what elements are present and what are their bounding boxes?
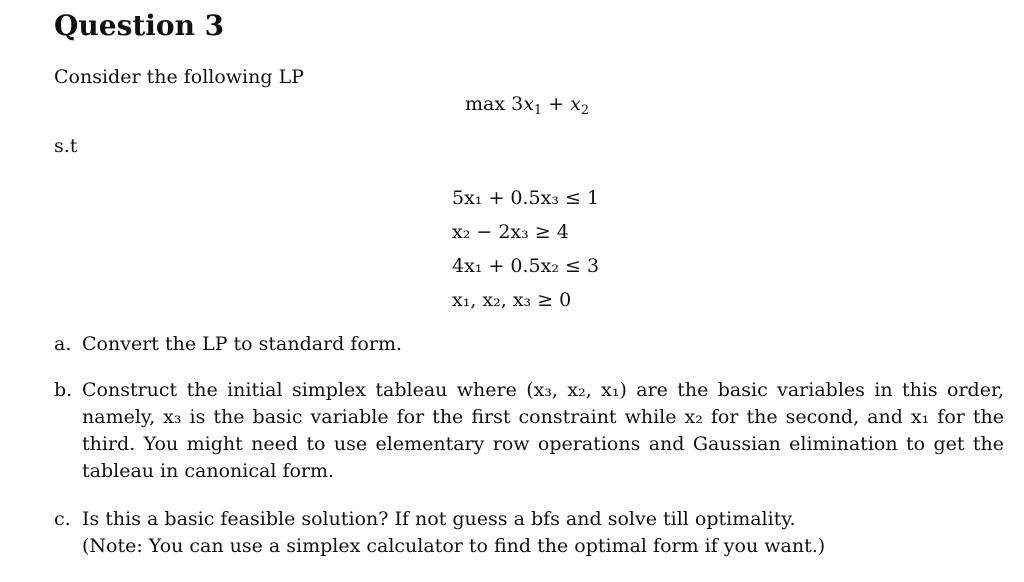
part-c-line2: (Note: You can use a simplex calculator to find the optimal form if you want.) bbox=[82, 535, 826, 557]
constraint-1: 5x₁ + 0.5x₃ ≤ 1 bbox=[452, 187, 600, 209]
part-c bbox=[54, 506, 1004, 560]
constraint-2: x₂ − 2x₃ ≥ 4 bbox=[452, 221, 569, 243]
objective-var1: x bbox=[523, 93, 534, 115]
part-c-marker: c. bbox=[54, 508, 71, 530]
part-a-text: Convert the LP to standard form. bbox=[82, 333, 402, 355]
part-c-content bbox=[82, 506, 1004, 560]
question-title: Question 3 bbox=[54, 9, 225, 42]
constraint-3: 4x₁ + 0.5x₂ ≤ 3 bbox=[452, 255, 600, 277]
part-a-marker: a. bbox=[54, 333, 72, 355]
nonnegativity-constraint: x₁, x₂, x₃ ≥ 0 bbox=[452, 289, 572, 311]
objective-sub1: 1 bbox=[533, 103, 543, 118]
objective-var2: x bbox=[570, 93, 581, 115]
objective-prefix: max 3 bbox=[465, 93, 524, 115]
objective-plus: + bbox=[548, 93, 565, 115]
intro-text: Consider the following LP bbox=[54, 66, 304, 88]
objective-sub2: 2 bbox=[580, 103, 590, 118]
subject-to-label: s.t bbox=[54, 135, 78, 157]
part-b bbox=[54, 377, 1004, 485]
part-b-marker: b. bbox=[54, 379, 73, 401]
part-a bbox=[54, 331, 1004, 358]
objective-function bbox=[465, 91, 589, 117]
part-b-text: Construct the initial simplex tableau where (x₃, x₂, x₁) are the basic variables in this order, namely, x₃ is the basic variable for the first constraint while x₂ for the second, and x₁ for the third. You might need to use elementary row operations and Gaussian elimination to get the tableau in canonical form. bbox=[82, 379, 1004, 482]
part-c-line1: Is this a basic feasible solution? If not guess a bfs and solve till optimality. bbox=[82, 508, 796, 530]
constraints-block bbox=[452, 181, 599, 317]
